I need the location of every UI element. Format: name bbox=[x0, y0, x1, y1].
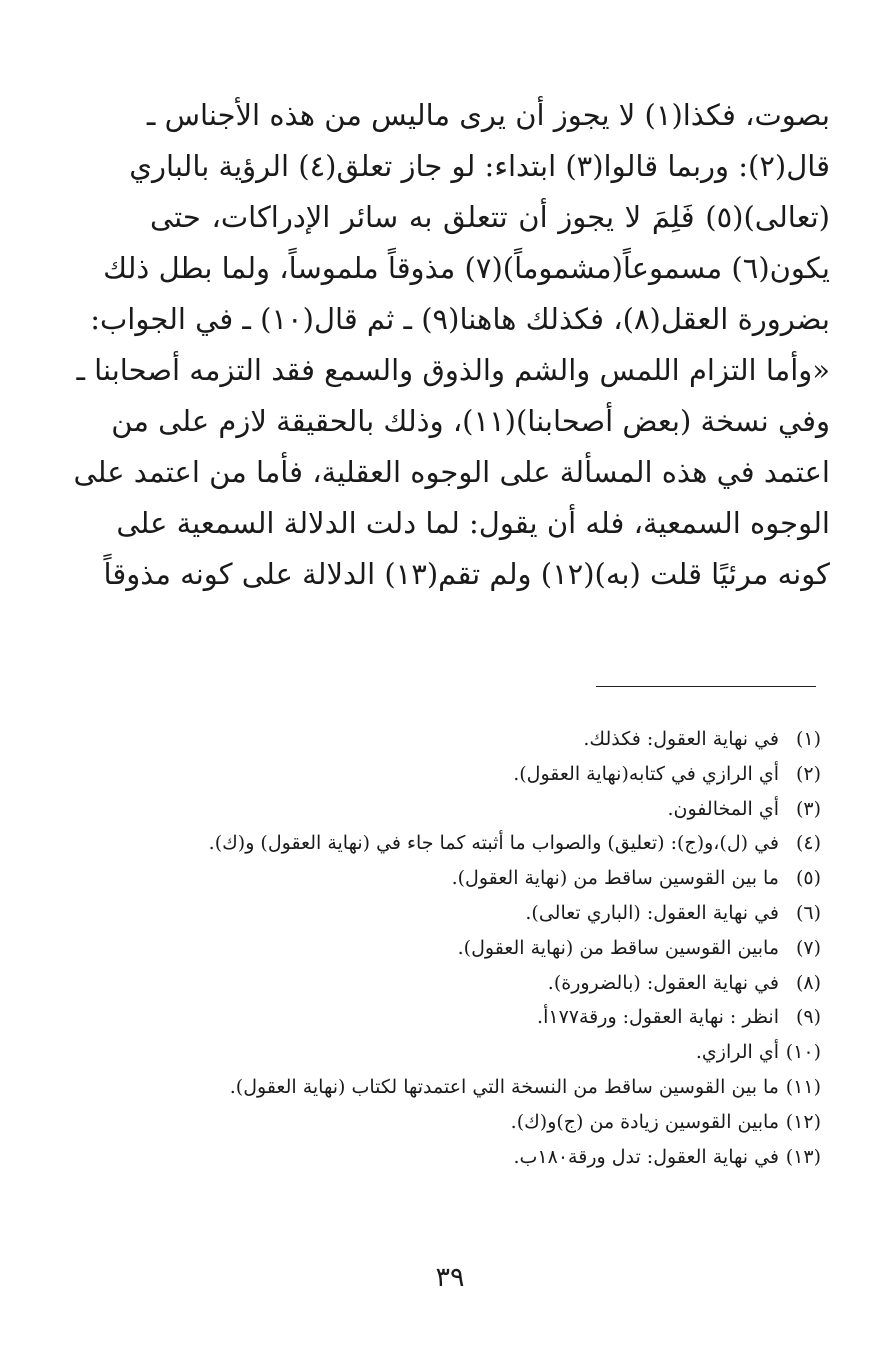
footnote-text: مابين القوسين زيادة من (ج)و(ك). bbox=[510, 1110, 779, 1133]
footnote-item bbox=[181, 1035, 821, 1070]
footnote-number: (٤) bbox=[795, 832, 821, 855]
main-text-block bbox=[73, 90, 830, 600]
footnote-item bbox=[181, 792, 821, 827]
footnote-item bbox=[181, 1000, 821, 1035]
footnote-number: (٨) bbox=[795, 971, 821, 994]
main-text-line: «وأما التزام اللمس والشم والذوق والسمع فقد التزمه أصحابنا ـ bbox=[76, 353, 830, 387]
main-text-line: بضرورة العقل(٨)، فكذلك هاهنا(٩) ـ ثم قال(١٠) ـ في الجواب: bbox=[90, 302, 830, 336]
main-text-line: (تعالى)(٥) فَلِمَ لا يجوز أن تتعلق به سائر الإدراكات، حتى bbox=[150, 200, 830, 234]
footnote-text: انظر : نهاية العقول: ورقة١٧٧أ. bbox=[537, 1006, 779, 1029]
footnote-number: (٩) bbox=[795, 1006, 821, 1029]
footnote-text: أي الرازي. bbox=[695, 1041, 779, 1064]
footnote-item bbox=[181, 1070, 821, 1105]
footnote-number: (١١) bbox=[785, 1075, 821, 1098]
main-text-line: الوجوه السمعية، فله أن يقول: لما دلت الدلالة السمعية على bbox=[116, 506, 830, 540]
footnote-number: (٧) bbox=[795, 936, 821, 959]
footnote-number: (٦) bbox=[795, 901, 821, 924]
footnote-text: مابين القوسين ساقط من (نهاية العقول). bbox=[457, 936, 779, 959]
footnote-number: (١) bbox=[795, 728, 821, 750]
footnote-item bbox=[181, 1140, 821, 1175]
footnote-item bbox=[181, 931, 821, 966]
footnote-text: ما بين القوسين ساقط من النسخة التي اعتمدتها لكتاب (نهاية العقول). bbox=[229, 1075, 779, 1098]
footnote-item bbox=[181, 722, 821, 757]
footnote-separator bbox=[596, 686, 816, 687]
footnote-text: أي المخالفون. bbox=[667, 797, 779, 820]
footnote-text: في نهاية العقول: تدل ورقة١٨٠ب. bbox=[513, 1145, 779, 1168]
main-text-line: بصوت، فكذا(١) لا يجوز أن يرى ماليس من هذه الأجناس ـ bbox=[146, 98, 830, 132]
main-text-line: وفي نسخة (بعض أصحابنا)(١١)، وذلك بالحقيقة لازم على من bbox=[111, 404, 830, 438]
footnote-item bbox=[181, 966, 821, 1001]
page-number: ٣٩ bbox=[435, 1262, 465, 1293]
main-text-line: كونه مرئيًا قلت (به)(١٢) ولم تقم(١٣) الدلالة على كونه مذوقاً bbox=[103, 557, 830, 591]
main-text-line: يكون(٦) مسموعاً(مشموماً)(٧) مذوقاً ملموساً، ولما بطل ذلك bbox=[103, 251, 830, 285]
footnote-number: (٢) bbox=[795, 762, 821, 785]
footnote-text: في (ل)،و(ج): (تعليق) والصواب ما أثبته كما جاء في (نهاية العقول) و(ك). bbox=[208, 832, 779, 855]
footnote-text: في نهاية العقول: (الباري تعالى). bbox=[525, 901, 779, 924]
footnote-text: في نهاية العقول: (بالضرورة). bbox=[547, 971, 779, 994]
footnote-number: (١٢) bbox=[785, 1110, 821, 1133]
footnote-text: ما بين القوسين ساقط من (نهاية العقول). bbox=[451, 867, 779, 890]
footnote-item bbox=[181, 861, 821, 896]
footnotes-list bbox=[181, 722, 821, 1174]
footnote-item bbox=[181, 826, 821, 861]
footnote-text: في نهاية العقول: فكذلك. bbox=[583, 728, 779, 750]
footnote-number: (١٣) bbox=[785, 1145, 821, 1168]
footnote-number: (١٠) bbox=[785, 1041, 821, 1064]
footnote-number: (٣) bbox=[795, 797, 821, 820]
footnote-item bbox=[181, 896, 821, 931]
main-text-line: اعتمد في هذه المسألة على الوجوه العقلية، فأما من اعتمد على bbox=[73, 455, 830, 489]
main-text-line: قال(٢): وربما قالوا(٣) ابتداء: لو جاز تعلق(٤) الرؤية بالباري bbox=[129, 149, 830, 183]
footnote-number: (٥) bbox=[795, 867, 821, 890]
footnote-item bbox=[181, 1105, 821, 1140]
footnote-item bbox=[181, 757, 821, 792]
footnote-text: أي الرازي في كتابه(نهاية العقول). bbox=[513, 762, 779, 785]
